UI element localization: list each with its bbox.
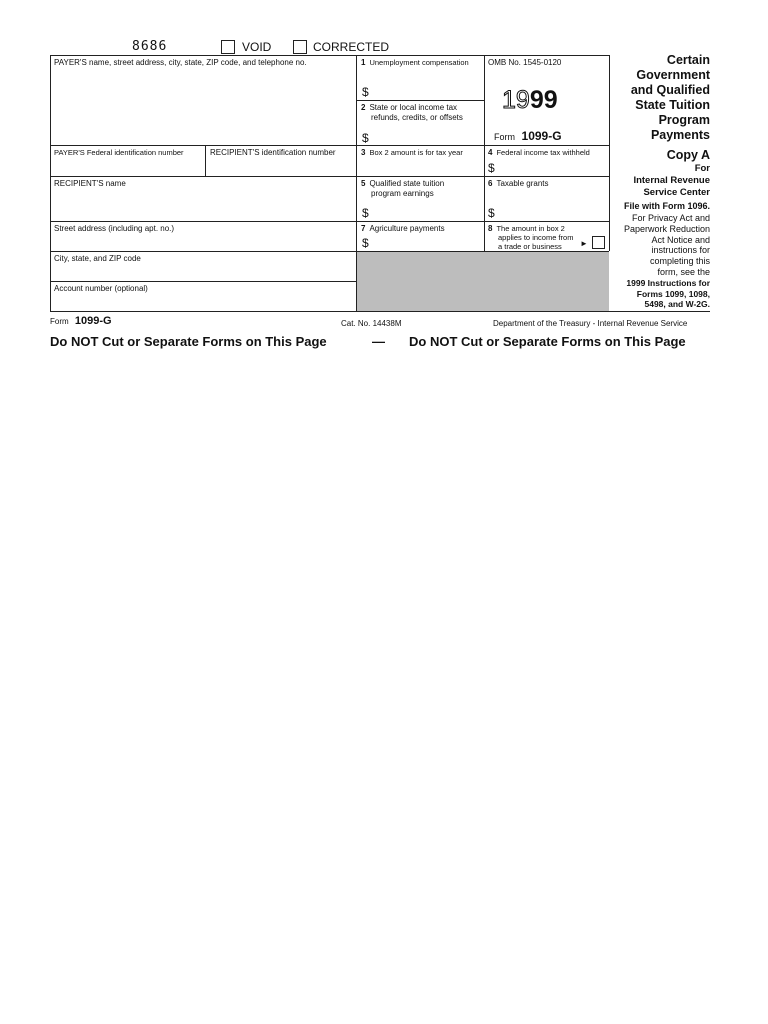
instructions-line: 1999 Instructions for [626,278,710,288]
payer-info-label: PAYER'S name, street address, city, state, ZIP code, and telephone no. [54,58,307,67]
box8-line2: applies to income from [498,233,574,242]
catalog-number: Cat. No. 14438M [341,319,402,328]
box5-line1: Qualified state tuition [369,179,445,188]
box2-label [361,103,463,123]
void-checkbox[interactable] [221,40,235,54]
box1-text: Unemployment compensation [369,58,469,67]
irs-line: Internal Revenue [633,175,710,186]
box1-number: 1 [361,58,366,67]
void-label: VOID [242,40,272,54]
title-line: and Qualified [630,83,710,97]
footer-form-word: Form [50,317,69,326]
box8-line3: a trade or business [498,242,562,251]
box4-label [488,148,590,158]
box2-number: 2 [361,103,366,112]
form-id-word: Form [494,132,515,142]
city-label: City, state, and ZIP code [54,254,141,263]
form-code: 8686 [132,39,168,54]
box4-dollar: $ [488,161,495,175]
title-line: Program [658,113,710,127]
box3-text: Box 2 amount is for tax year [369,148,463,157]
recipient-name-label: RECIPIENT'S name [54,179,126,188]
form-id [494,129,562,143]
recipient-id-label: RECIPIENT'S identification number [210,148,336,157]
box7-label [361,224,445,234]
box8-line1: The amount in box 2 [496,224,565,233]
instructions-line: 5498, and W-2G. [644,299,710,309]
tax-year-prefix: 19 [502,86,530,114]
title-line: Certain [666,53,710,67]
box5-line2: program earnings [371,189,434,198]
privacy-notice [624,213,710,278]
for-label: For [694,163,710,174]
title-line: Payments [650,128,710,142]
box1-dollar: $ [362,85,369,99]
box3-number: 3 [361,148,366,157]
form-title [631,53,710,143]
box4-text: Federal income tax withheld [496,148,590,157]
instructions-line: Forms 1099, 1098, [636,288,710,299]
box5-dollar: $ [362,206,369,220]
box6-label [488,179,548,189]
box2-line1: State or local income tax [369,103,458,112]
warning-dash: — [372,334,385,349]
corrected-label: CORRECTED [313,40,390,54]
irs-line: Service Center [643,187,710,198]
title-line: State Tuition [635,98,710,112]
payer-fid-label: PAYER'S Federal identification number [54,148,184,157]
privacy-line: completing this [649,256,710,267]
department-label: Department of the Treasury - Internal Revenue Service [493,319,688,328]
box4-number: 4 [488,148,493,157]
title-line: Government [636,68,710,82]
box7-dollar: $ [362,236,369,250]
copy-a-label: Copy A [666,148,710,162]
instructions-reference [626,278,710,310]
box6-number: 6 [488,179,493,188]
box5-label [361,179,444,199]
warning-left: Do NOT Cut or Separate Forms on This Page [50,334,327,349]
footer-form-name: 1099-G [74,315,112,327]
corrected-checkbox[interactable] [293,40,307,54]
street-label: Street address (including apt. no.) [54,224,175,233]
box2-dollar: $ [362,131,369,145]
box6-dollar: $ [488,206,495,220]
privacy-line: form, see the [657,266,710,277]
box3-label [361,148,463,158]
box8-arrow-icon: ► [580,239,588,248]
form-id-name: 1099-G [521,129,562,143]
irs-label [633,175,710,199]
box8-checkbox[interactable] [592,236,605,249]
warning-right: Do NOT Cut or Separate Forms on This Page [409,334,686,349]
box2-line2: refunds, credits, or offsets [371,113,463,122]
privacy-line: For Privacy Act and [631,213,710,223]
box7-number: 7 [361,224,366,233]
account-label: Account number (optional) [54,284,148,293]
box8-label [488,224,573,251]
box1-label [361,58,469,68]
tax-year [502,86,558,114]
privacy-line: Act Notice and [651,234,710,245]
box7-text: Agriculture payments [369,224,445,233]
box6-text: Taxable grants [496,179,549,188]
box5-number: 5 [361,179,366,188]
shaded-area [357,252,609,311]
footer-form-id [50,315,112,327]
privacy-line: Paperwork Reduction [623,223,710,234]
privacy-line: instructions for [651,245,710,256]
box8-number: 8 [488,224,493,233]
file-with-label: File with Form 1096. [623,201,710,211]
omb-number: OMB No. 1545-0120 [488,58,562,67]
tax-year-suffix: 99 [529,86,558,114]
